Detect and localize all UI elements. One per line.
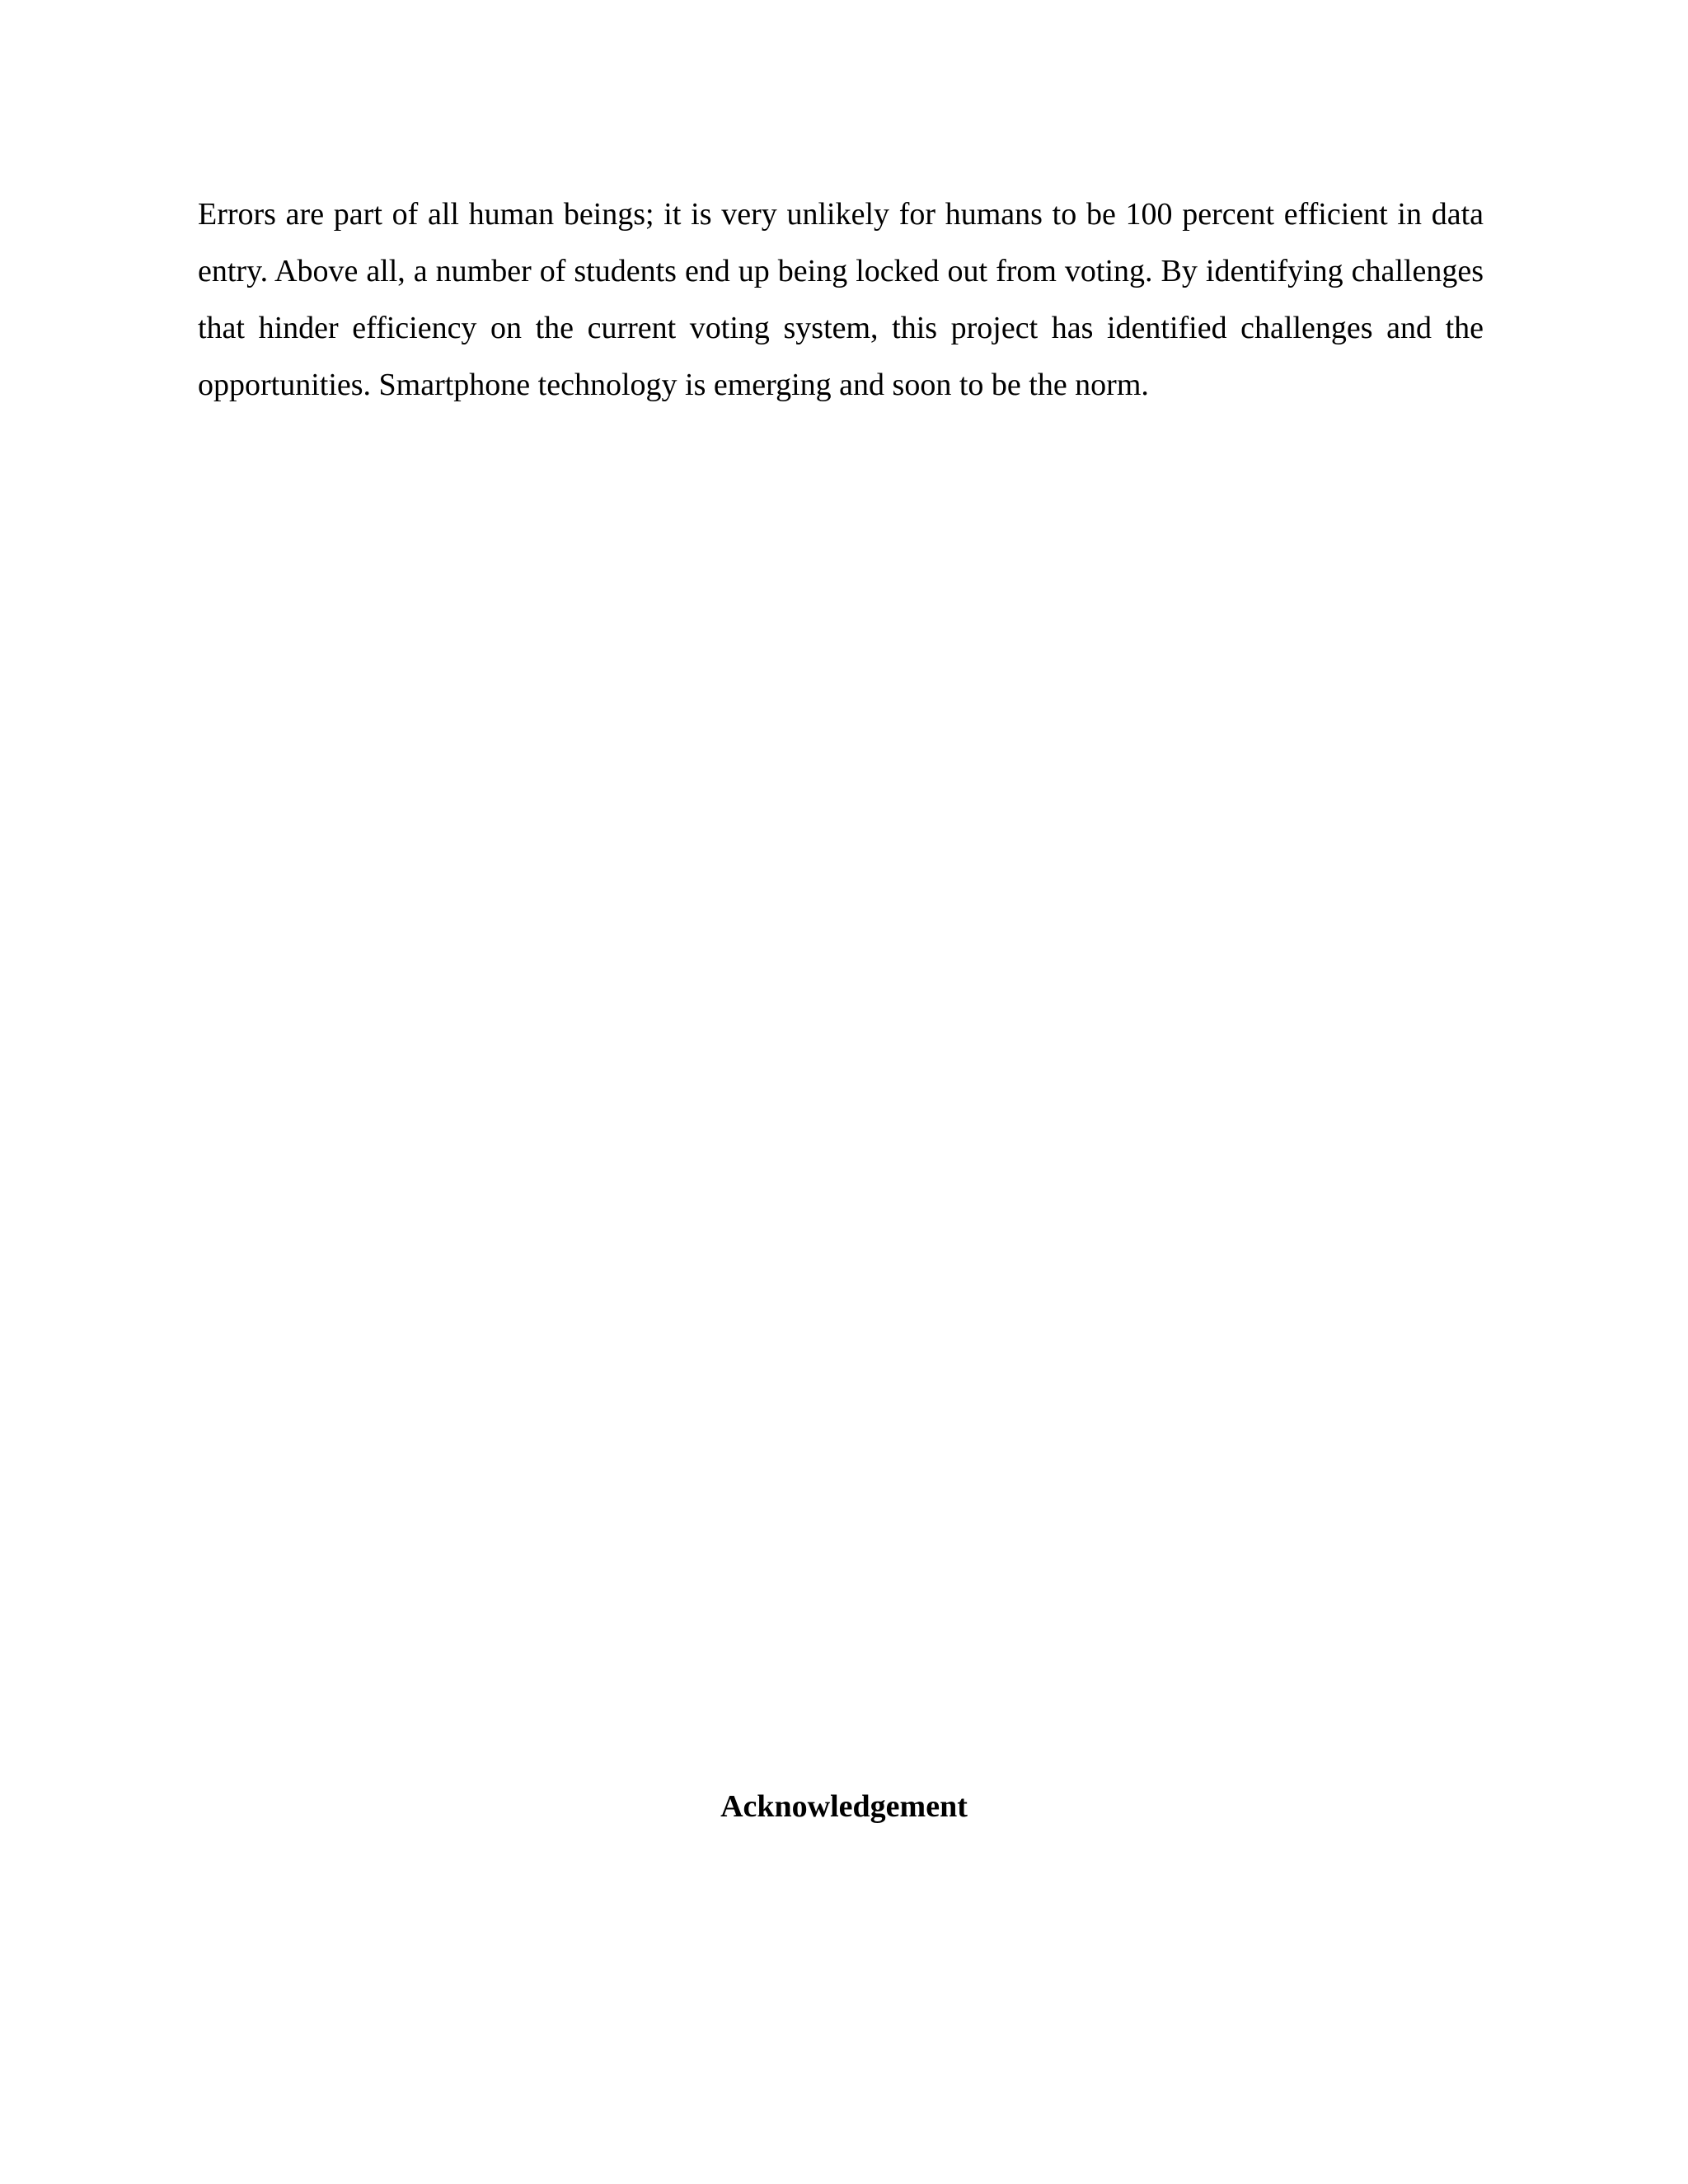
body-paragraph: Errors are part of all human beings; it is very unlikely for humans to be 100 percent efficient in data entry. Above all, a number of students end up being locked out from voting. By identifying challenges that hinder efficiency on the current voting system, this project has identified challenges and the opportunities. Smartphone technology is emerging and soon to be the norm. bbox=[198, 197, 1484, 402]
section-heading: Acknowledgement bbox=[720, 1789, 968, 1824]
